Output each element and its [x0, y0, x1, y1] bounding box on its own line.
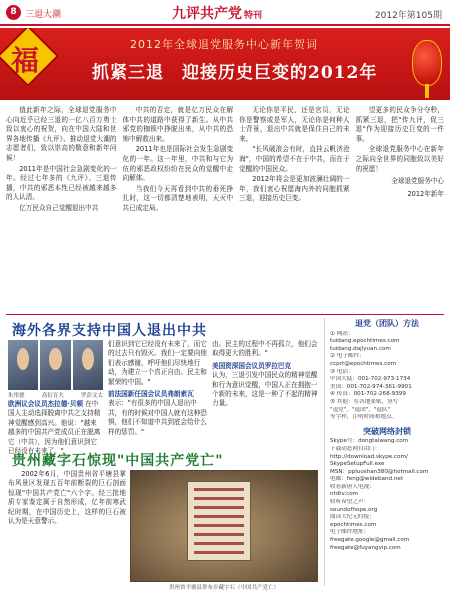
- story2-right-head: 美国资深国会议员罗拉巴克: [212, 361, 292, 370]
- sidebar-line[interactable]: soundofhope.org: [330, 506, 378, 513]
- portrait-photo: [73, 340, 103, 390]
- sidebar-line[interactable]: ntdtv.com: [330, 491, 359, 498]
- main-article: [6, 106, 444, 312]
- sidebar-line: 电子邮件地址：: [330, 529, 370, 536]
- section-divider: [6, 314, 444, 315]
- article-paragraph: 值此新年之际，全球退党服务中心向近乎已经三退的一亿八百万勇士致以衷心的祝贺，向在中国大陆和世界各地传播《九评》、推动退党大潮的志愿者们，致以崇高的敬意和新年问候！: [6, 106, 117, 162]
- story2-mid-head: 前法国新任国会议员弗朗索瓦: [108, 390, 194, 399]
- article-paragraph: 当我们今天再看到中共的垂死挣扎时，这一切都清楚地表明，天灭中共已成定局。: [122, 184, 234, 212]
- sidebar-line[interactable]: freegate.google@gmail.com: [330, 537, 410, 544]
- issue-number: 2012年第105期: [374, 11, 442, 21]
- rock-photo: [130, 470, 318, 582]
- story2-lead-head: 欧洲议会议员杰拉德·贝顿: [8, 400, 84, 408]
- sidebar-line[interactable]: freegate@fuyangvip.com: [330, 544, 401, 551]
- story3-title: 贵州藏字石惊现"中国共产党亡": [12, 453, 224, 469]
- article-column-2: [123, 106, 234, 312]
- masthead-title: 九评共产党: [172, 6, 242, 22]
- photo-caption: 朱彤德: [8, 393, 25, 399]
- sidebar-line[interactable]: SkypeSetupFull.exe: [330, 461, 385, 468]
- sidebar-line[interactable]: 电邮：feng@wideband.net: [330, 476, 404, 483]
- article-column-3: [239, 106, 350, 312]
- story2-left-column: [8, 400, 103, 456]
- article-paragraph: 中共的否定，就是亿万民众在解体中共的道路中获得了新生。从中共邪党的枷锁中挣脱出来，从中共的恐怖中解救出来。: [122, 106, 234, 143]
- section-name: 三退大潮: [25, 10, 62, 20]
- sidebar-line: ① 网站：: [330, 330, 354, 337]
- sidebar-line: 收听希望之声：: [330, 499, 370, 506]
- sidebar-line: 收看新唐人电视：: [330, 483, 375, 490]
- photo-caption: 高衍育夫: [41, 393, 64, 399]
- photo-caption: 罗彭文太: [80, 393, 103, 399]
- article-paragraph: 无论你是平民，还是官员，无论你是警察或是军人，无论你是何种人士背景，退出中共就是保住自己的未来。: [239, 106, 350, 143]
- article-paragraph: 亿万民众自己觉醒退出中共: [19, 203, 99, 212]
- lantern-icon: [412, 40, 442, 86]
- article-paragraph: 2012年将会是更加波澜壮阔的一年，我们衷心祝愿海内外的同胞抓紧三退，迎接历史巨变。: [239, 175, 350, 203]
- sidebar-line[interactable]: MSN：ppluoshan380@hotmail.com: [330, 468, 429, 475]
- rock-sign-image: [187, 481, 251, 561]
- masthead: [172, 3, 262, 23]
- story2-mid-column: [108, 340, 208, 437]
- article-paragraph: 2011年也是国际社会发生急剧变化的一年。这一年里，中共和与它为伍的邪恶政权纷纷在民众的觉醒中走向解体。: [122, 145, 234, 183]
- story2-mid-text: 们意识到它已经没有未来了，而它的过去只有毁灭。我们一定要向他们表示感谢，呼吁他们尽快地行动，为建立一个真正自由、民主和繁荣的中国。": [108, 340, 207, 386]
- page-header: [0, 0, 450, 26]
- sidebar-line: "退党"，"退团"，"退队": [330, 406, 391, 413]
- sidebar-line: 下载动态网自由门：: [330, 445, 381, 452]
- article-paragraph: 望更多的民众争分夺秒，抓紧三退，把"传九评，促三退"作为迎接历史巨变的一件事。: [355, 106, 445, 143]
- sidebar-line: 等字样，注明时间和地点。: [330, 414, 398, 421]
- sidebar-heading: 突破网络封锁: [363, 426, 411, 436]
- sidebar-line[interactable]: http://download.skype.com/: [330, 453, 408, 460]
- article-paragraph: "长风破浪会有时，直挂云帆济沧海"，中国的希望不在于中共，而在于觉醒的中国民众。: [239, 145, 350, 173]
- sidebar-line: ② 电子邮件：: [330, 353, 365, 360]
- fu-character: 福: [11, 44, 40, 77]
- story2-right-text: 由。民主的过程中不再孤立，他们会取得更大的胜利。": [212, 340, 318, 358]
- portrait-photo: [8, 340, 38, 390]
- page-number: 8: [6, 5, 21, 20]
- sidebar-heading: 退党（团队）方法: [355, 319, 419, 328]
- sidebar-line: ⑤ 其他：在各地张贴，签写: [330, 398, 399, 405]
- story3-text: [8, 470, 126, 526]
- photo-captions: [8, 391, 103, 399]
- article-date: 2012年新年: [407, 189, 445, 198]
- masthead-sub: 特刊: [244, 11, 263, 21]
- portrait-photos: [8, 340, 103, 390]
- story2-mid-text2: 表示："有很多的中国人退出中共，有的时候对中国人就有这种恐惧，他们不知道中共到底会给什么样的惩罚。": [108, 399, 207, 436]
- sidebar-line[interactable]: tuidang.dajiyuan.com: [330, 345, 391, 352]
- portrait-photo: [40, 340, 70, 390]
- story3-paragraph: 2002年6月，中国贵州省平塘县掌布风景区发现五百年前断裂的巨石剖面惊现"中国共产党亡"六个字。经三批地质专家鉴定属于自然形成，亿年前寒武纪时期，在中国历史上，这样的巨石被认为是天意警示。: [8, 470, 126, 526]
- story2-title: 海外各界支持中国人退出中共: [12, 323, 207, 339]
- article-paragraph: 全球退党服务中心在新年之际向全世界的同胞致以美好的祝愿！: [355, 145, 445, 173]
- article-column-4: [356, 106, 444, 312]
- sidebar-line: 中国大陆：001-702-973-1734: [330, 376, 411, 383]
- sidebar-line[interactable]: ccprt@epochtimes.com: [330, 360, 397, 367]
- story2-right-column: [212, 340, 320, 409]
- sidebar-line: 美国：001-702-974-361-9901: [330, 383, 412, 390]
- lantern-tassel-icon: [425, 84, 429, 98]
- headline-banner: [0, 28, 450, 100]
- banner-subtitle: 2012年全球退党服务中心新年贺词: [130, 38, 318, 51]
- banner-title: 抓紧三退 迎接历史巨变的2012年: [92, 63, 378, 83]
- article-paragraph: 2011年是中国社会急剧变化的一年。经过七年多的《九评》、三退传播，中共的邪恶本性已经被越来越多的人认清。: [6, 164, 117, 202]
- article-column-1: [6, 106, 117, 312]
- sidebar-line: Skype号：dongtaiwang.com: [330, 438, 409, 445]
- rock-photo-caption: 贵州省平塘县掌布乡藏字石（中国共产党亡）: [168, 585, 279, 591]
- sidebar-line[interactable]: tuidang.epochtimes.com: [330, 338, 400, 345]
- article-signature: 全球退党服务中心: [391, 177, 445, 186]
- story2-right-text2: 认为，三退引发中国民众的精神觉醒和行为意识觉醒，中国人正在拥抱一个新的未来，这是一种了不起的精神力量。: [212, 371, 318, 408]
- sidebar-info: [324, 318, 444, 586]
- sidebar-line: ④ 传真：001-702-268-9399: [330, 391, 406, 398]
- sidebar-line: 阅读大纪元时报：: [330, 514, 375, 521]
- story2-left-text: 在中国人主动选择脱离中共之支持精神觉醒感到高兴。他说："越来越多的中国共产党成员正在脱离它（中共），因为他们意识到它已经没有未来了。": [8, 400, 101, 456]
- sidebar-line: ③ 电话：: [330, 368, 354, 375]
- sidebar-line[interactable]: epochtimes.com: [330, 521, 377, 528]
